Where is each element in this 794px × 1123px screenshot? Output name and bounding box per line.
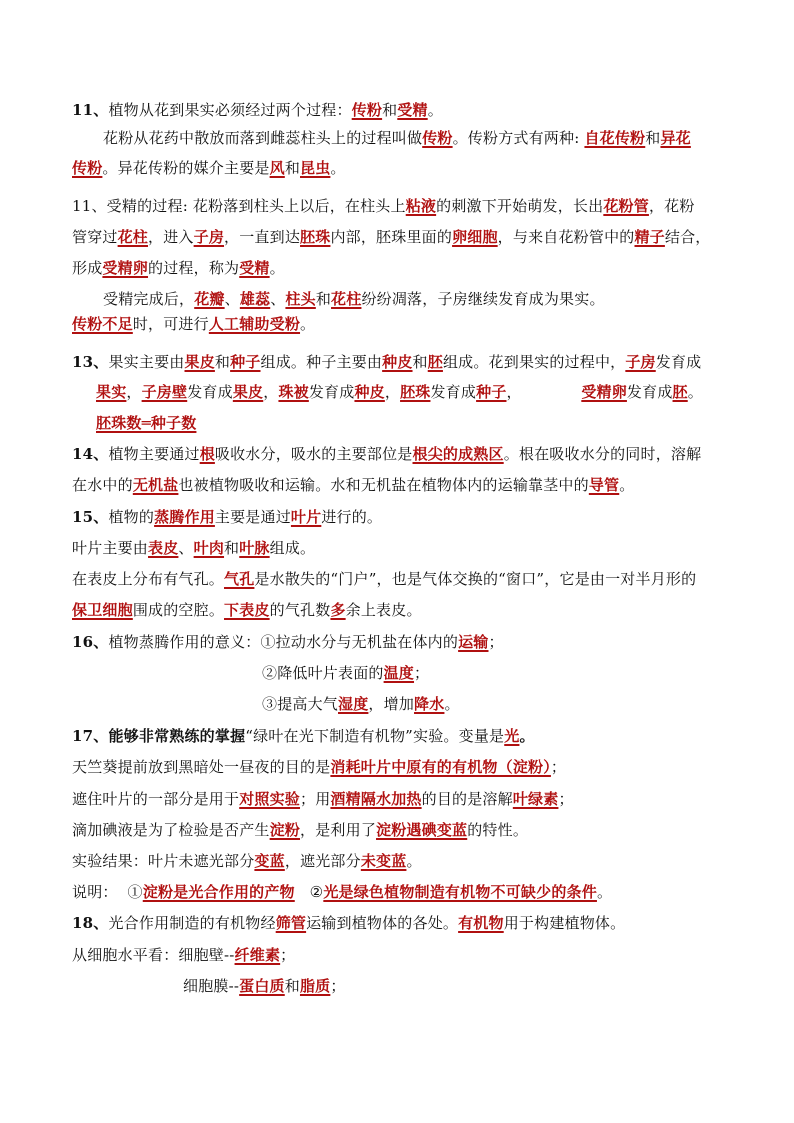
body-text: 和 [224,539,240,557]
body-text: 说明： ① [72,883,143,901]
key-term: 叶片 [290,508,322,526]
body-text: 结合， [664,228,711,246]
key-term: 粘液 [405,197,437,215]
key-term: 人工辅助受粉 [208,315,301,333]
key-term: 光 [504,727,520,745]
text-line [103,289,605,309]
text-line [96,382,703,402]
body-text: ；用 [300,790,331,808]
key-term: 传粉 [72,159,103,177]
key-term: 胚 [672,383,688,401]
body-text: 。传粉方式有两种: [452,129,585,147]
body-text: 吸收水分，吸水的主要部位是 [214,445,413,463]
key-term: 变蓝 [254,852,285,870]
body-text: ，进入 [148,228,194,246]
body-text: 受精完成后， [103,290,195,308]
body-text: ； [558,790,574,808]
key-term: 酒精隔水加热 [330,790,422,808]
key-term: 风 [269,159,285,177]
text-line [72,882,612,902]
key-term: 子房壁 [141,383,188,401]
text-line [72,258,285,278]
body-text: 花粉从花药中散放而落到雌蕊柱头上的过程叫做 [103,129,423,147]
body-text: ； [414,664,430,682]
key-term: 叶绿素 [512,790,559,808]
body-text: ， [384,383,401,401]
body-text: 的目的是溶解 [421,790,513,808]
key-term: 果皮 [184,353,215,371]
key-term: 果实 [96,383,127,401]
section-number: 11、 [72,101,109,119]
key-term: 果皮 [232,383,264,401]
body-text: ， [126,383,142,401]
body-text: “绿叶在光下制造有机物”实验。变量是 [245,727,505,745]
key-term: 筛管 [275,914,307,932]
text-line [72,475,634,495]
key-term: 湿度 [338,695,369,713]
body-text: 用于构建植物体。 [503,914,626,932]
key-term: 运输 [458,633,489,651]
body-text: 、 [224,290,240,308]
body-text: 纷纷凋落，子房继续发育成为果实。 [361,290,605,308]
key-term: 脂质 [299,977,331,995]
body-text: ，遮光部分 [284,852,361,870]
body-text: 主要是通过 [214,508,291,526]
body-text: 。 [300,315,316,333]
key-term: 消耗叶片中原有的有机物（淀粉） [330,758,551,776]
body-text: ，花粉 [648,197,695,215]
body-text: ； [330,977,346,995]
body-text: 细胞膜-- [183,977,240,995]
key-term: 异花 [660,129,691,147]
key-term: 胚珠数═种子数 [96,414,197,432]
text-line [262,694,460,714]
body-text: 遮住叶片的一部分是用于 [72,790,240,808]
key-term: 淀粉是光合作用的产物 [142,883,295,901]
body-text: 是水散失的“门户”，也是气体交换的“窗口”，它是由一对半月形的 [254,570,697,588]
text-line [72,352,701,372]
key-term: 淀粉遇碘变蓝 [376,821,468,839]
key-term: 传粉 [422,129,453,147]
key-term: 传粉不足 [72,315,133,333]
text-line [72,632,504,652]
key-term: 导管 [588,476,620,494]
key-term: 光是绿色植物制造有机物不可缺少的条件 [323,883,597,901]
text-line [72,569,696,589]
body-text: 和 [382,101,398,119]
body-text: 余上表皮。 [345,601,422,619]
body-text: 实验结果：叶片未遮光部分 [72,852,255,870]
body-text: 的刺激下开始萌发，长出 [436,197,604,215]
body-text: 和 [412,353,428,371]
key-term: 昆虫 [300,159,331,177]
body-text: ，是利用了 [300,821,377,839]
body-text: 。 [427,101,443,119]
key-term: 根尖的成熟区 [412,445,504,463]
body-text: ，与来自花粉管中的 [497,228,635,246]
body-text: 的特性。 [467,821,529,839]
body-text: 发育成 [430,383,477,401]
key-term: 纤维素 [234,946,281,964]
body-text: 围成的空腔。 [132,601,225,619]
body-text: 。 [406,852,422,870]
key-term: 花柱 [331,290,362,308]
body-text: 光合作用制造的有机物经 [108,914,276,932]
text-line [72,158,346,178]
body-text: 。 [269,259,285,277]
key-term: 胚珠 [300,228,331,246]
body-text: 运输到植物体的各处。 [306,914,459,932]
body-text: ② [294,883,324,901]
text-line [72,913,625,933]
section-number: 16、 [72,633,109,651]
key-term: 未变蓝 [360,852,407,870]
body-text: 。 [444,695,460,713]
body-text: 组成。花到果实的过程中， [442,353,626,371]
key-term: 花瓣 [194,290,225,308]
body-text: 。根在吸收水分的同时，溶解 [503,445,702,463]
body-text: 植物蒸腾作用的意义：①拉动水分与无机盐在体内的 [108,633,459,651]
key-term: 表皮 [148,539,179,557]
body-text: 。 [619,476,635,494]
key-term: 种子 [230,353,261,371]
body-text: 和 [214,353,231,371]
body-text: 内部，胚珠里面的 [330,228,453,246]
key-term: 受精卵 [102,259,149,277]
body-text: 发育成 [308,383,355,401]
key-term: 蛋白质 [239,977,285,995]
body-text: ； [550,758,567,776]
key-term: 淀粉 [269,821,301,839]
text-line [72,600,422,620]
key-term: 气孔 [224,570,255,588]
body-text: ； [280,946,296,964]
key-term: 根 [199,445,215,463]
key-term: 下表皮 [224,601,270,619]
body-text: 、 [270,290,286,308]
body-text: 植物从花到果实必须经过两个过程： [108,101,352,119]
text-line [96,413,196,433]
key-term: 叶肉 [193,539,225,557]
text-line [72,314,315,334]
body-text: 滴加碘液是为了检验是否产生 [72,821,270,839]
key-term: 降水 [414,695,445,713]
body-text: 。异花传粉的媒介主要是 [102,159,270,177]
text-line [72,789,574,809]
key-term: 种皮 [382,353,413,371]
key-term: 雄蕊 [239,290,271,308]
body-text: 植物主要通过 [108,445,200,463]
body-text: 进行的。 [321,508,383,526]
text-line [72,196,695,216]
body-text: 、 [178,539,194,557]
body-text: 和 [645,129,661,147]
key-term: 珠被 [278,383,309,401]
body-text: 也被植物吸收和运输。水和无机盐在植物体内的运输靠茎中的 [178,476,589,494]
section-number: 14、 [72,445,109,463]
body-text: 在水中的 [72,476,133,494]
text-line [72,945,295,965]
body-text: 的过程，称为 [148,259,240,277]
body-text: 组成。 [269,539,316,557]
key-term: 受精卵 [581,383,627,401]
key-term: 温度 [383,664,415,682]
key-term: 卵细胞 [452,228,498,246]
body-text: ， [263,383,279,401]
body-text: 。 [596,883,613,901]
body-text: ，一直到达 [224,228,301,246]
key-term: 花柱 [117,228,149,246]
key-term: 无机盐 [132,476,179,494]
text-line [72,507,382,527]
body-text: 和 [284,977,300,995]
body-text: 和 [284,159,301,177]
text-line [72,444,701,464]
text-line [183,976,346,996]
text-line [72,851,422,871]
body-text: 组成。种子主要由 [260,353,383,371]
key-term: 蒸腾作用 [154,508,215,526]
body-text: 天竺葵提前放到黑暗处一昼夜的目的是 [72,758,331,776]
body-text: ②降低叶片表面的 [262,664,384,682]
key-term: 受精 [239,259,270,277]
body-text: 植物的 [108,508,155,526]
body-text: ， [506,383,582,401]
text-line [72,100,443,120]
section-number: 。 [519,727,535,745]
key-term: 子房 [193,228,225,246]
key-term: 种子 [476,383,507,401]
body-text: 发育成 [655,353,702,371]
key-term: 有机物 [458,914,504,932]
key-term: 受精 [397,101,428,119]
key-term: 胚 [427,353,443,371]
body-text: 叶片主要由 [72,539,149,557]
text-line [72,726,535,746]
body-text: 。 [330,159,346,177]
key-term: 自花传粉 [584,129,646,147]
section-number: 15、 [72,508,109,526]
body-text: 在表皮上分布有气孔。 [72,570,225,588]
body-text: ③提高大气 [262,695,339,713]
key-term: 种皮 [354,383,385,401]
key-term: 叶脉 [239,539,270,557]
body-text: 发育成 [187,383,233,401]
key-term: 对照实验 [239,790,301,808]
section-number: 13、 [72,353,109,371]
key-term: 胚珠 [400,383,431,401]
body-text: 果实主要由 [108,353,185,371]
text-line [103,128,691,148]
body-text: 发育成 [626,383,673,401]
body-text: 的气孔数 [269,601,331,619]
key-term: 传粉 [351,101,383,119]
text-line [72,538,315,558]
body-text: 时，可进行 [132,315,209,333]
body-text: 形成 [72,259,103,277]
key-term: 保卫细胞 [72,601,133,619]
body-text: 管穿过 [72,228,118,246]
section-number: 17、能够非常熟练的掌握 [72,727,246,745]
body-text: 和 [315,290,332,308]
body-text: 。 [687,383,703,401]
text-line [262,663,429,683]
body-text: ； [488,633,504,651]
body-text: ，增加 [368,695,415,713]
section-number: 18、 [72,914,109,932]
text-line [72,227,711,247]
key-term: 花粉管 [603,197,649,215]
key-term: 精子 [634,228,665,246]
body-text: 从细胞水平看：细胞壁-- [72,946,235,964]
text-line [72,820,528,840]
text-line [72,757,566,777]
key-term: 多 [330,601,346,619]
key-term: 柱头 [285,290,316,308]
body-text: 11、受精的过程: 花粉落到柱头上以后，在柱头上 [72,197,406,215]
key-term: 子房 [625,353,656,371]
